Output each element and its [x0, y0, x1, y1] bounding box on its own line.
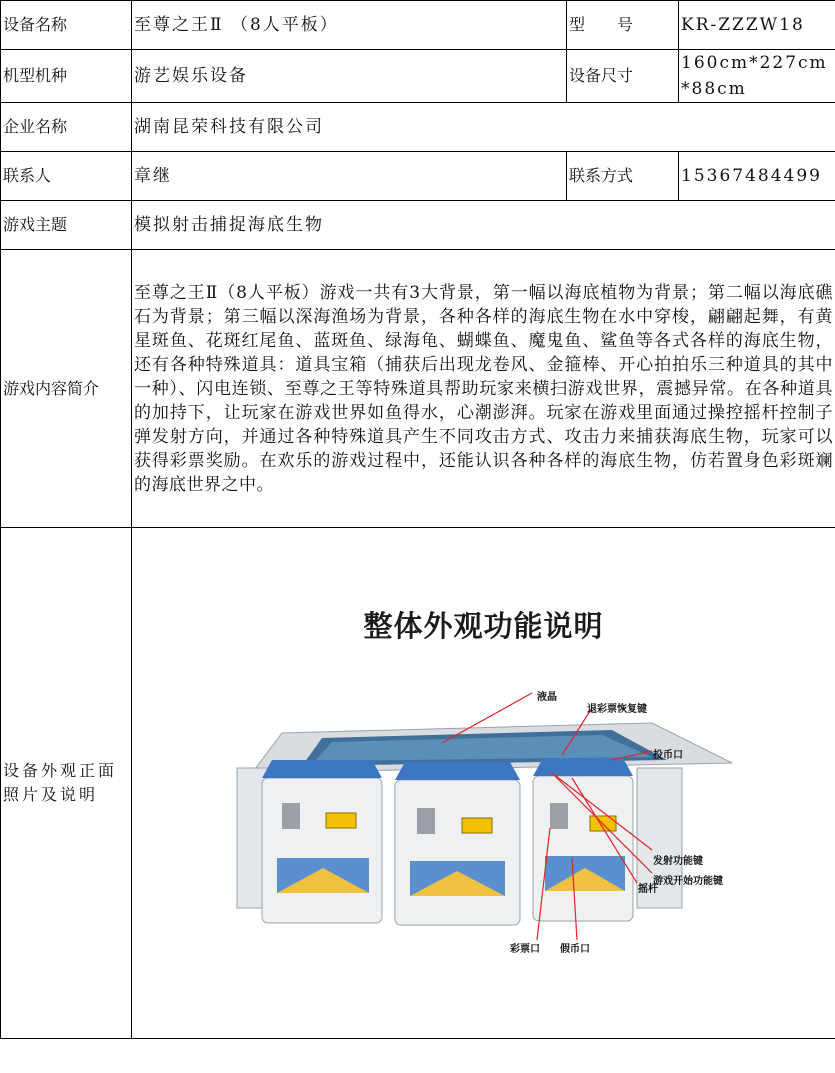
callout-joystick: 摇杆 [638, 884, 658, 895]
model-value: KR-ZZZW18 [679, 1, 835, 50]
device-name-label: 设备名称 [1, 1, 132, 50]
cabinet-left [262, 760, 382, 923]
size-value: 160cm*227cm*88cm [679, 50, 835, 103]
model-label: 型 号 [567, 1, 679, 50]
photo-cell [132, 528, 835, 1039]
figure-title: 整体外观功能说明 [363, 609, 604, 643]
contact-method-label: 联系方式 [567, 152, 679, 201]
company-label: 企业名称 [1, 103, 132, 152]
contact-value: 章继 [132, 152, 567, 201]
callout-ticket-outlet: 彩票口 [510, 944, 540, 955]
contact-method-value: 15367484499 [679, 152, 835, 201]
callout-lcd: 液晶 [537, 692, 557, 703]
callout-refund-key: 退彩票恢复键 [587, 704, 647, 715]
photo-label: 设备外观正面照片及说明 [1, 528, 132, 1039]
row-company [1, 103, 835, 152]
intro-value: 至尊之王Ⅱ（8人平板）游戏一共有3大背景，第一幅以海底植物为背景；第二幅以海底礁石为背景；第三幅以深海渔场为背景，各种各样的海底生物在水中穿梭，翩翩起舞，有黄星斑鱼、花斑红尾鱼、蓝斑鱼、绿海龟、蝴蝶鱼、魔鬼鱼、鲨鱼等各式各样的海底生物，还有各种特殊道具：道具宝箱（捕获后出现龙卷风、金箍棒、开心拍拍乐三种道具的其中一种）、闪电连锁、至尊之王等特殊道具帮助玩家来横扫游戏世界，震撼异常。在各种道具的加持下，让玩家在游戏世界如鱼得水，心潮澎湃。玩家在游戏里面通过操控摇杆控制子弹发射方向，并通过各种特殊道具产生不同攻击方式、攻击力来捕获海底生物，玩家可以获得彩票奖励。在欢乐的游戏过程中，还能认识各种各样的海底生物，仿若置身色彩斑斓的海底世界之中。 [132, 250, 835, 528]
company-value: 湖南昆荣科技有限公司 [132, 103, 835, 152]
row-contact [1, 152, 835, 201]
cabinet-middle [395, 762, 520, 925]
callout-fire-key: 发射功能键 [653, 856, 703, 867]
row-device-name [1, 1, 835, 50]
theme-value: 模拟射击捕捉海底生物 [132, 201, 835, 250]
row-machine-type [1, 50, 835, 103]
theme-label: 游戏主题 [1, 201, 132, 250]
appearance-figure [132, 528, 835, 1038]
callout-fake-coin-outlet: 假币口 [560, 944, 590, 955]
row-intro [1, 250, 835, 528]
callout-coin-slot: 投币口 [653, 750, 683, 761]
intro-label: 游戏内容简介 [1, 250, 132, 528]
machine-type-value: 游艺娱乐设备 [132, 50, 567, 103]
row-theme [1, 201, 835, 250]
row-photo [1, 528, 835, 1039]
callout-start-key: 游戏开始功能键 [653, 876, 723, 887]
machine-type-label: 机型机种 [1, 50, 132, 103]
machine-illustration [132, 528, 835, 1038]
size-label: 设备尺寸 [567, 50, 679, 103]
device-name-value: 至尊之王Ⅱ （8人平板） [132, 1, 567, 50]
contact-label: 联系人 [1, 152, 132, 201]
